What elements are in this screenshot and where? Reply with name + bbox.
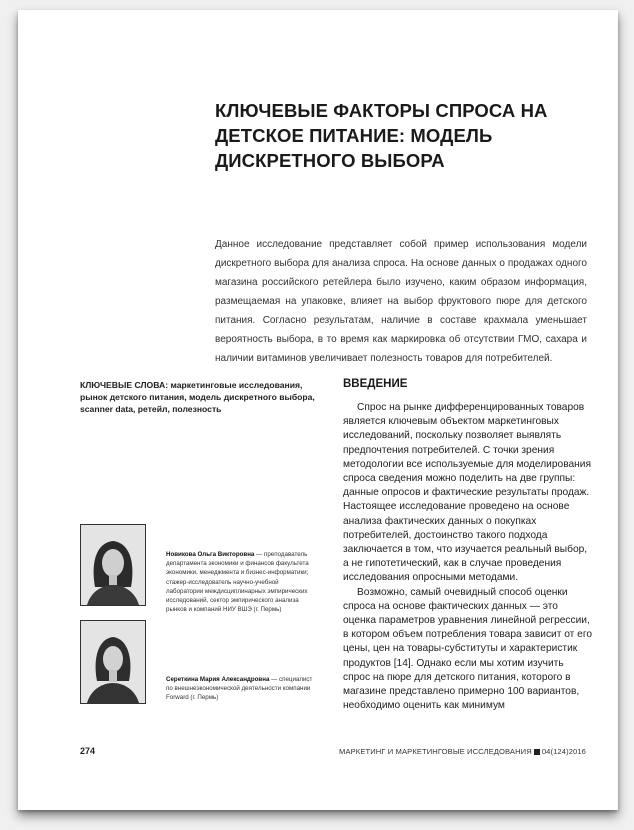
intro-paragraph-2: Возможно, самый очевидный способ оценки спроса на основе фактических данных — это оценка параметров уравнения линейной регрессии, в котором объем потребления товара зависит от его цены, цен на товары-субституты и характеристик продуктов [14]. Однако если мы хотим изучить спрос на пюре для детского питания, которого в магазине представлено примерно 100 вариантов, необходимо оценить как минимум xyxy=(343,586,592,712)
introduction-body xyxy=(343,401,593,713)
author-desc-1: — преподаватель департамента экономики и финансов факультета экономики, менеджмента и бизнес-информатики; стажер-исследователь научно-учебной лаборатории междисциплинарных эмпирических исследований, сектор эмпирического анализа рынков и компаний НИУ ВШЭ (г. Пермь) xyxy=(166,551,309,614)
journal-issue: 04(124)2016 xyxy=(541,747,586,756)
section-heading-introduction: ВВЕДЕНИЕ xyxy=(343,378,408,390)
article-abstract: Данное исследование представляет собой пример использования модели дискретного выбора для анализа спроса. На основе данных о продажах одного магазина российского ретейлера было изучено, каким образом информация, размещаемая на упаковке, влияет на выбор фруктового пюре для детского питания. Согласно результатам, наличие в составе крахмала уменьшает вероятность выбора, в то время как маркировка об отсутствии ГМО, сахара и наличии витаминов увеличивает полезность товаров для потребителей. xyxy=(215,239,587,364)
journal-footer xyxy=(339,747,586,756)
journal-name: МАРКЕТИНГ И МАРКЕТИНГОВЫЕ ИССЛЕДОВАНИЯ xyxy=(339,747,532,756)
keywords: КЛЮЧЕВЫЕ СЛОВА: маркетинговые исследования, рынок детского питания, модель дискретного выбора, scanner data, ретейл, полезность xyxy=(80,380,315,414)
author-photo-2 xyxy=(80,620,146,704)
intro-paragraph-1: Спрос на рынке дифференцированных товаров является ключевым объектом маркетинговых исследований, поскольку позволяет выявлять предпочтения потребителей. С точки зрения методологии все используемые для моделирования спроса сведения можно поделить на две группы: данные опросов и фактические результаты продаж. Настоящее исследование проведено на основе анализа фактических данных о покупках потребителей, достоинство такого подхода заключается в том, что изучается реальный выбор, а не гипотетический, как в случае проведения исследования опросными методами. xyxy=(343,402,591,584)
author-name-2: Сереткина Мария Александровна xyxy=(166,676,270,683)
article-title: КЛЮЧЕВЫЕ ФАКТОРЫ СПРОСА НА ДЕТСКОЕ ПИТАНИЕ: МОДЕЛЬ ДИСКРЕТНОГО ВЫБОРА xyxy=(215,100,548,171)
author-bio-1 xyxy=(166,550,314,614)
page-number: 274 xyxy=(80,746,96,756)
author-photo-1 xyxy=(80,524,146,606)
journal-page xyxy=(18,10,618,810)
author-name-1: Новикова Ольга Викторовна xyxy=(166,551,255,558)
author-bio-2 xyxy=(166,675,314,703)
square-bullet-icon xyxy=(534,749,540,755)
author-desc-2: — специалист по внешнеэкономической деятельности компании Forward (г. Пермь) xyxy=(166,676,313,702)
